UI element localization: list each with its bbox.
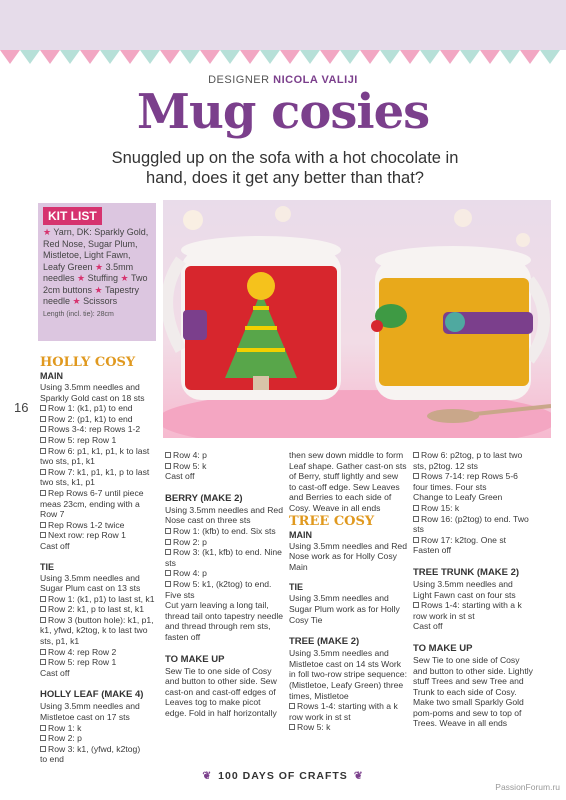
designer-name: NICOLA VALIJI — [273, 74, 358, 86]
pattern-text: Cast off — [40, 667, 70, 678]
pattern-row: Row 15: k — [413, 503, 533, 514]
pattern-row: Rows 3-4: rep Rows 1-2 — [40, 424, 158, 435]
kit-item: Yarn, DK: Sparkly Gold, Red Nose, Sugar Plum, Mistletoe, Light Fawn, Leafy Green — [43, 227, 149, 272]
star-icon: ★ — [77, 273, 86, 283]
column-3 — [289, 450, 407, 733]
pattern-text: Cut yarn leaving a long tail, thread tail onto tapestry needle and thread through rem sts, fasten off — [165, 600, 284, 642]
pattern-row: Row 2: k1, p to last st, k1 — [40, 604, 158, 615]
subsection-heading: TREE TRUNK (MAKE 2) — [413, 566, 520, 578]
star-icon: ★ — [95, 261, 104, 272]
kit-item: Stuffing — [87, 273, 118, 283]
subsection-heading: MAIN — [289, 529, 312, 540]
kit-length-note: Length (incl. tie): 28cm — [43, 310, 114, 318]
watermark: PassionForum.ru — [495, 782, 560, 792]
checkbox-icon[interactable] — [40, 659, 46, 665]
pattern-row: Row 2: p — [40, 733, 158, 744]
pattern-text: Using 3.5mm needles and Red Nose cast on three sts — [165, 504, 283, 526]
pattern-row: Row 3: (k1, kfb) to end. Nine sts — [165, 547, 282, 568]
checkbox-icon[interactable] — [40, 426, 46, 432]
pattern-row: Row 5: rep Row 1 — [40, 657, 158, 668]
decorative-border — [0, 50, 566, 64]
pattern-row: Next row: rep Row 1 — [40, 530, 158, 541]
checkbox-icon[interactable] — [40, 649, 46, 655]
pattern-text: Using 3.5mm needles and Sugar Plum work as for Holly Cosy Tie — [289, 593, 400, 625]
pattern-text: Using 3.5mm needles and Sugar Plum cast on 13 sts — [40, 572, 141, 594]
pattern-row: Row 3: k1, (yfwd, k2tog) — [40, 744, 158, 755]
star-icon: ★ — [120, 273, 129, 283]
pattern-text: Using 3.5mm needles and Mistletoe cast on 17 sts — [40, 701, 140, 723]
kit-item: Scissors — [83, 296, 118, 306]
checkbox-icon[interactable] — [289, 703, 295, 709]
designer-label: DESIGNER — [208, 74, 270, 86]
checkbox-icon[interactable] — [413, 505, 419, 511]
pattern-row: Row 3 (button hole): k1, p1, k1, yfwd, k2tog, k to last two sts, p1, k1 — [40, 614, 154, 647]
checkbox-icon[interactable] — [165, 549, 171, 555]
pattern-row: Row 1: k — [40, 723, 158, 734]
checkbox-icon[interactable] — [413, 602, 419, 608]
footer-title: 100 DAYS OF CRAFTS — [218, 770, 348, 782]
kit-list-heading: KIT LIST — [43, 207, 102, 225]
pattern-row: Rep Rows 6-7 until piece meas 23cm, ending with a Row 7 — [40, 487, 144, 520]
pattern-text: Using 3.5mm needles and Sparkly Gold cast on 18 sts — [40, 382, 145, 403]
pattern-row: Row 5: rep Row 1 — [40, 435, 158, 446]
column-4 — [413, 450, 533, 729]
pattern-text: then sew down middle to form Leaf shape. Gather cast-on sts of Berry, stuff lightly and sew to cast-off edge. Sew Leaves and Berries to each side of Cosy. Weave in all ends — [289, 450, 407, 513]
kit-item: Two 2cm buttons — [43, 273, 148, 295]
checkbox-icon[interactable] — [40, 596, 46, 602]
subsection-heading: TO MAKE UP — [165, 653, 225, 665]
checkbox-icon[interactable] — [165, 463, 171, 469]
pattern-text: Using 3.5mm needles and Red Nose work as for Holly Cosy Main — [289, 540, 407, 572]
pattern-row: Row 2: (p1, k1) to end — [40, 414, 158, 425]
pattern-text: Cast off — [40, 540, 70, 551]
checkbox-icon[interactable] — [40, 490, 46, 496]
checkbox-icon[interactable] — [40, 532, 46, 538]
page-subtitle: Snuggled up on the sofa with a hot chocolate in hand, does it get any better than that? — [111, 149, 459, 187]
pattern-text: Fasten off — [413, 545, 452, 556]
pattern-text: Cast off — [165, 471, 195, 482]
subsection-heading: TO MAKE UP — [413, 642, 473, 654]
pattern-text: Sew Tie to one side of Cosy and button to other side. Sew cast-on and cast-off edges of Leaves tog to make picot edge. Fold in half horizontally — [165, 665, 277, 718]
subsection-heading: TIE — [40, 561, 55, 572]
checkbox-icon[interactable] — [40, 522, 46, 528]
top-band — [0, 0, 566, 50]
checkbox-icon[interactable] — [40, 725, 46, 731]
pattern-text: to end — [40, 754, 64, 765]
mug-cosies-photo — [163, 200, 551, 438]
pattern-row: Row 6: p2tog, p to last two sts, p2tog. 12 sts — [413, 450, 523, 471]
checkbox-icon[interactable] — [40, 606, 46, 612]
fleur-icon: ❦ — [202, 770, 213, 782]
column-2 — [165, 450, 283, 718]
pattern-row: Rep Rows 1-2 twice — [40, 520, 158, 531]
checkbox-icon[interactable] — [165, 452, 171, 458]
pattern-row: Row 5: k1, (k2tog) to end. Five sts — [165, 578, 272, 600]
pattern-row: Row 2: p — [165, 537, 283, 548]
checkbox-icon[interactable] — [40, 416, 46, 422]
footer — [0, 770, 566, 782]
checkbox-icon[interactable] — [289, 724, 295, 730]
checkbox-icon[interactable] — [165, 581, 171, 587]
pattern-row: Row 1: (k1, p1) to end — [40, 403, 158, 414]
checkbox-icon[interactable] — [40, 735, 46, 741]
kit-list-box — [38, 203, 156, 341]
checkbox-icon[interactable] — [40, 746, 46, 752]
fleur-icon: ❦ — [353, 770, 364, 782]
pattern-row: Row 7: k1, p1, k1, p to last two sts, k1, p1 — [40, 466, 150, 488]
star-icon: ★ — [94, 284, 103, 295]
checkbox-icon[interactable] — [40, 617, 46, 623]
pattern-row: Rows 7-14: rep Rows 5-6 four times. Four sts — [413, 471, 518, 492]
subsection-heading: TREE (MAKE 2) — [289, 636, 360, 648]
pattern-row: Row 4: p — [165, 450, 283, 461]
section-heading: HOLLY COSY — [40, 355, 136, 370]
page-title: Mug cosies — [136, 84, 430, 140]
pattern-row: Row 16: (p2tog) to end. Two sts — [413, 513, 529, 535]
subsection-heading: HOLLY LEAF (MAKE 4) — [40, 689, 144, 701]
pattern-row: Row 17: k2tog. One st — [413, 535, 533, 546]
checkbox-icon[interactable] — [413, 537, 419, 543]
pattern-row: Rows 1-4: starting with a k row work in st st — [289, 701, 398, 722]
star-icon: ★ — [43, 227, 52, 237]
checkbox-icon[interactable] — [165, 539, 171, 545]
checkbox-icon[interactable] — [40, 448, 46, 454]
pattern-text: Sew Tie to one side of Cosy and button to other side. Lightly stuff Trees and sew Tree and Trunk to each side of Cosy. Make two small Sparkly Gold pom-poms and sew to top of Trees. Weave in all ends — [413, 654, 533, 729]
kit-list-items — [43, 227, 151, 308]
pattern-row: Row 4: rep Row 2 — [40, 647, 158, 658]
kit-item: Tapestry needle — [43, 284, 139, 306]
pattern-text: Using 3.5mm needles and Light Fawn cast on four sts — [413, 578, 516, 600]
pattern-row: Row 1: (k1, p1) to last st, k1 — [40, 594, 158, 605]
checkbox-icon[interactable] — [165, 528, 171, 534]
checkbox-icon[interactable] — [40, 405, 46, 411]
checkbox-icon[interactable] — [413, 516, 419, 522]
pattern-row: Row 4: p — [165, 568, 283, 579]
checkbox-icon[interactable] — [413, 452, 419, 458]
subsection-heading: TIE — [289, 582, 304, 593]
checkbox-icon[interactable] — [40, 437, 46, 443]
pattern-text: Cast off — [413, 621, 443, 632]
subsection-heading: BERRY (MAKE 2) — [165, 492, 243, 504]
pattern-text: Change to Leafy Green — [413, 492, 503, 503]
star-icon: ★ — [72, 296, 81, 306]
checkbox-icon[interactable] — [413, 473, 419, 479]
section-heading: TREE COSY — [289, 513, 375, 529]
checkbox-icon[interactable] — [165, 570, 171, 576]
pattern-row: Row 6: p1, k1, p1, k to last two sts, p1, k1 — [40, 445, 150, 467]
pattern-row: Row 1: (kfb) to end. Six sts — [165, 526, 283, 537]
column-1 — [40, 355, 158, 765]
pattern-row: Rows 1-4: starting with a k row work in st st — [413, 600, 522, 621]
pattern-row: Row 5: k — [165, 461, 283, 472]
pattern-row: Row 5: k — [289, 722, 407, 733]
kit-item: 3.5mm needles — [43, 261, 134, 283]
subsection-heading: MAIN — [40, 371, 63, 381]
checkbox-icon[interactable] — [40, 469, 46, 475]
pattern-text: Using 3.5mm needles and Mistletoe cast on 14 sts Work in foll two-row stripe sequence: (Mistletoe, Leafy Green) three times, Mistletoe — [289, 648, 407, 701]
page-number: 16 — [14, 400, 29, 415]
